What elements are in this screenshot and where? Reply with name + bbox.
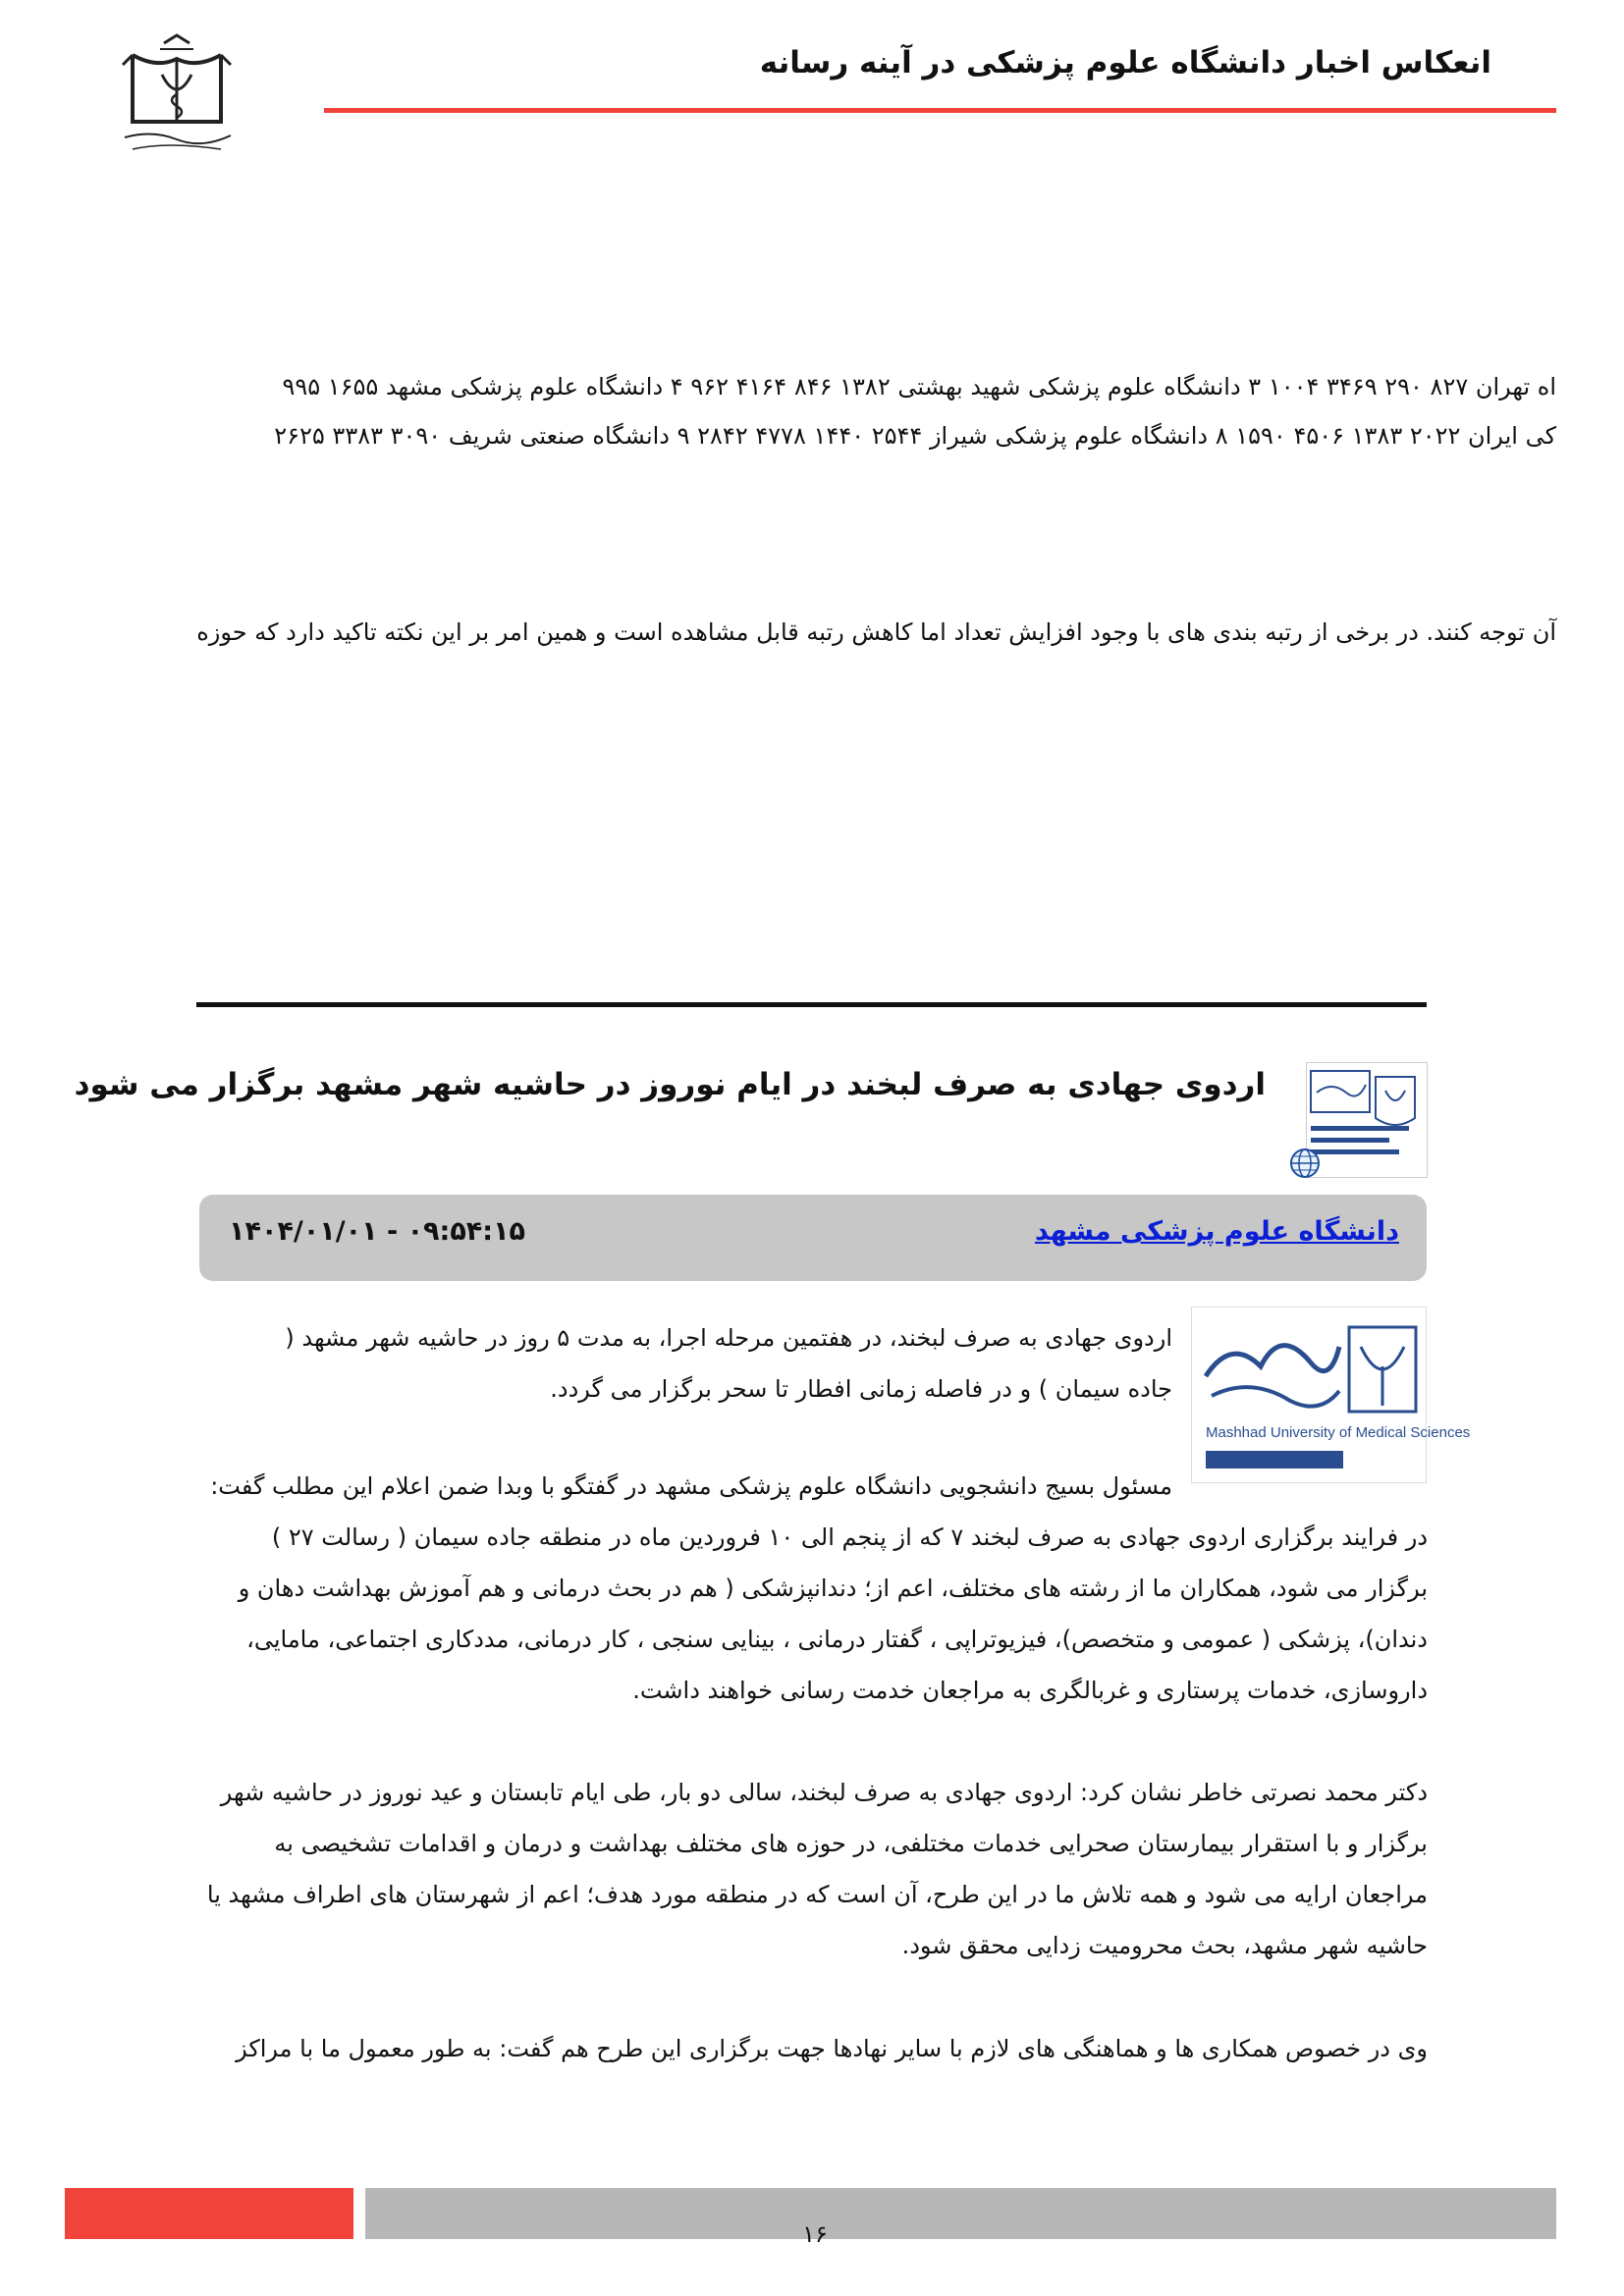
paragraph-3-line-4: حاشیه شهر مشهد، بحث محرومیت زدایی محقق شود. [901, 1932, 1428, 1959]
ranking-line-1 [196, 367, 1556, 406]
paragraph-3-line-1: دکتر محمد نصرتی خاطر نشان کرد: اردوی جهادی به صرف لبخند، سالی دو بار، طی ایام تابستان و عید نوروز در حاشیه شهر [220, 1779, 1428, 1806]
paragraph-2-line-2: در فرایند برگزاری اردوی جهادی به صرف لبخند ۷ که از پنجم الی ۱۰ فروردین ماه در منطقه جاده سیمان ( رسالت ۲۷ ) [271, 1523, 1428, 1551]
ranking-note-line [196, 613, 1556, 652]
source-link[interactable]: دانشگاه علوم پزشکی مشهد [1035, 1216, 1399, 1247]
ranking-line-2-text: کی ایران ۲۰۲۲ ۱۳۸۳ ۴۵۰۶ ۱۵۹۰ ۸ دانشگاه علوم پزشکی شیراز ۲۵۴۴ ۱۴۴۰ ۴۷۷۸ ۲۸۴۲ ۹ دانشگاه صنعتی شریف ۳۰۹۰ ۳۳۸۳ ۲۶۲۵ [274, 422, 1556, 450]
paragraph-1-line-1: اردوی جهادی به صرف لبخند، در هفتمین مرحله اجرا، به مدت ۵ روز در حاشیه شهر مشهد ( [285, 1324, 1172, 1352]
footer-accent-bar [65, 2188, 353, 2239]
paragraph-2-line-1: مسئول بسیج دانشجویی دانشگاه علوم پزشکی مشهد در گفتگو با وبدا ضمن اعلام این مطلب گفت: [210, 1472, 1172, 1500]
paragraph-3-line-2: برگزار و با استقرار بیمارستان صحرایی خدمات مختلفی، در حوزه های مختلف بهداشت و درمان و اقدامات تشخیصی به [274, 1830, 1428, 1857]
source-logo-thumbnail [1306, 1062, 1428, 1178]
paragraph-3-line-3: مراجعان ارایه می شود و همه تلاش ما در این طرح، آن است که در منطقه مورد هدف؛ اعم از شهرستان های اطراف مشهد یا [206, 1881, 1428, 1908]
page-number: ۱۶ [802, 2220, 828, 2248]
ranking-note-text: آن توجه کنند. در برخی از رتبه بندی های با وجود افزایش تعداد اما کاهش رتبه قابل مشاهده است و همین امر بر این نکته تاکید دارد که حوزه [196, 618, 1556, 646]
article-title[interactable]: اردوی جهادی به صرف لبخند در ایام نوروز در حاشیه شهر مشهد برگزار می شود [74, 1067, 1266, 1102]
paragraph-2-line-4: دندان)، پزشکی ( عمومی و متخصص)، فیزیوتراپی ، گفتار درمانی ، بینایی سنجی ، کار درمانی، مددکاری اجتماعی، مامایی، [246, 1626, 1428, 1653]
page-header-title: انعکاس اخبار دانشگاه علوم پزشکی در آینه رسانه [759, 45, 1491, 80]
article-separator-rule [196, 1002, 1427, 1007]
article-image [1191, 1307, 1471, 1483]
ranking-line-1-text: اه تهران ۸۲۷ ۲۹۰ ۳۴۶۹ ۱۰۰۴ ۳ دانشگاه علوم پزشکی شهید بهشتی ۱۳۸۲ ۸۴۶ ۴۱۶۴ ۹۶۲ ۴ دانشگاه علوم پزشکی مشهد ۱۶۵۵ ۹۹۵ [282, 373, 1556, 400]
article-meta-bar [199, 1195, 1427, 1281]
paragraph-4-line-1: وی در خصوص همکاری ها و هماهنگی های لازم با سایر نهادها جهت برگزاری این طرح هم گفت: به طور معمول ما با مراکز [236, 2035, 1428, 2062]
paragraph-2-line-3: برگزار می شود، همکاران ما از رشته های مختلف، اعم از؛ دندانپزشکی ( هم در بحث درمانی و هم آموزش بهداشت دهان و [238, 1575, 1428, 1602]
globe-icon[interactable] [1288, 1147, 1322, 1180]
university-logo [113, 35, 241, 161]
publish-datetime: ۱۴۰۴/۰۱/۰۱ - ۰۹:۵۴:۱۵ [229, 1216, 526, 1247]
article-image-caption: Mashhad University of Medical Sciences [1206, 1424, 1471, 1441]
ranking-line-2 [196, 416, 1556, 455]
paragraph-1-line-2: جاده سیمان ) و در فاصله زمانی افطار تا سحر برگزار می گردد. [550, 1375, 1172, 1403]
paragraph-2-line-5: داروسازی، خدمات پرستاری و غربالگری به مراجعان خدمت رسانی خواهند داشت. [632, 1677, 1428, 1704]
footer-gray-bar [365, 2188, 1556, 2239]
header-accent-rule [324, 108, 1556, 113]
